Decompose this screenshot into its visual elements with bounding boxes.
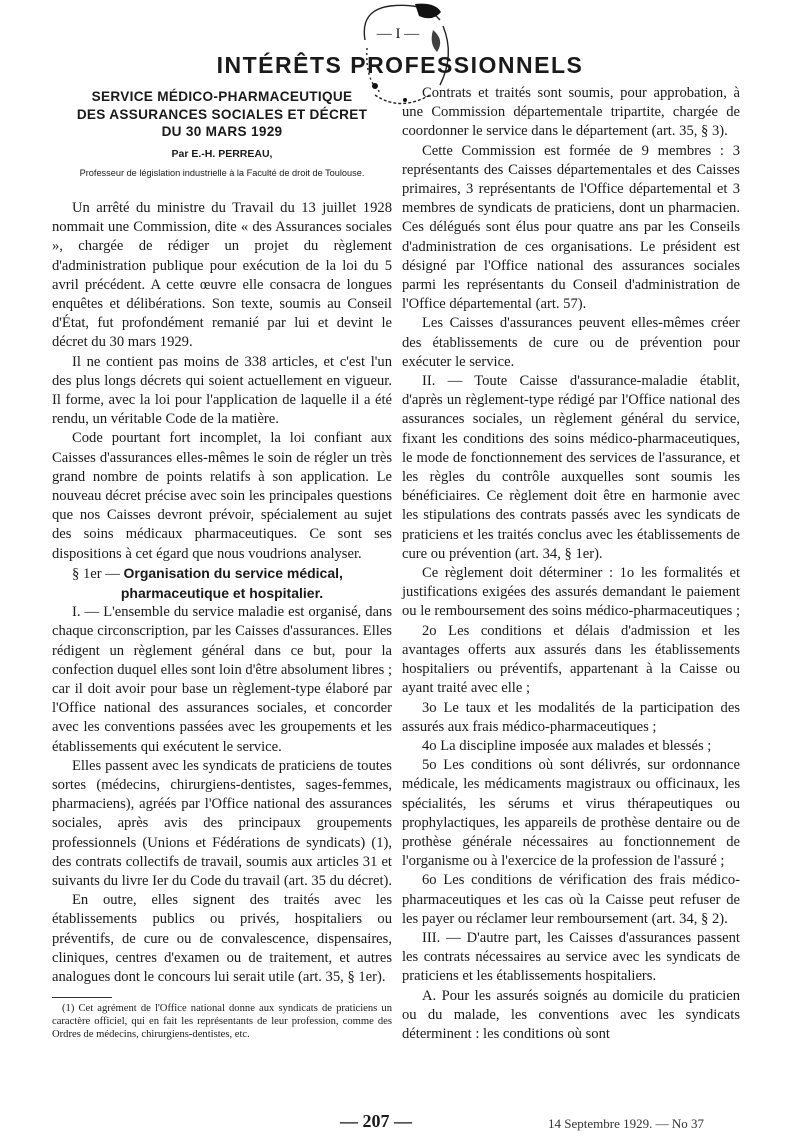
paragraph: Cette Commission est formée de 9 membres : 3 représentants des Caisses départementales et des Caisses primaires, 3 représentants de l'Office départemental et 3 membres de syndicats de praticiens, dont un pharmacien. Ces délégués sont élus pour quatre ans par les Conseils d'administration de ces organisations. Le président est désigné par l'Office national des assurances sociales parmi les représentants du Conseil d'administration de l'Office départemental (art. 57).	[402, 142, 740, 313]
paragraph: Contrats et traités sont soumis, pour approbation, à une Commission départementale tripartite, chargée de coordonner le service dans le département (art. 35, § 3).	[402, 85, 740, 140]
article-author: Par E.-H. PERREAU,	[171, 147, 273, 160]
paragraph: I. — L'ensemble du service maladie est organisé, dans chaque circonscription, par les Caisses d'assurances. Elles rédigent un règlement général dans ce but, pour la confection duquel elles sont loin d'être absolument libres ; car il doit avoir pour base un règlement-type élaboré par l'Office national des assurances sociales, et concorder avec les conventions passées avec les groupements et les établissements qui exécutent le service.	[52, 604, 392, 755]
section-number: § 1er —	[72, 565, 120, 582]
paragraph: Un arrêté du ministre du Travail du 13 juillet 1928 nommait une Commission, dite « des Assurances sociales », chargée de rédiger un projet du règlement d'administration publique pour exécution de la loi du 5 avril précédent. A cette œuvre elle consacra de longues enquêtes et délibérations. Son texte, soumis au Conseil d'État, fut profondément remanié par lui et devint le décret du 30 mars 1929.	[52, 199, 392, 351]
paragraph: Ce règlement doit déterminer : 1o les formalités et justifications exigées des assurés demandant le paiement ou le remboursement des soins médico-pharmaceutiques ;	[402, 565, 740, 620]
section-title-line-1: Organisation du service médical,	[123, 564, 343, 581]
list-item: 2o Les conditions et délais d'admission et les avantages offerts aux assurés dans les établissements hospitaliers ou préventifs, appartenant à la Caisse ou ayant traité avec elle ;	[402, 622, 740, 697]
article-heading-line-3: DU 30 MARS 1929	[161, 124, 283, 139]
issue-date: 14 Septembre 1929. — No 37	[548, 1116, 704, 1131]
list-item: 4o La discipline imposée aux malades et blessés ;	[422, 737, 712, 754]
paragraph: Code pourtant fort incomplet, la loi confiant aux Caisses d'assurances elles-mêmes le soin de régler un très grand nombre de points relatifs à son application. Le nouveau décret précise avec soin les principales questions que nos Caisses devront prévoir, spécialement au sujet des soins médicaux pharmaceutiques. Ce sont ses dispositions à cet égard que nous voudrions analyser.	[52, 430, 392, 562]
article-heading-line-1: SERVICE MÉDICO-PHARMACEUTIQUE	[91, 89, 353, 104]
footnote-rule	[52, 997, 112, 998]
paragraph: En outre, elles signent des traités avec les établissements publics ou privés, hospitaliers ou préventifs, de cure ou de convalescence, dispensaires, cliniques, centres d'examen ou de traitement, et autres analogues dont le concours lui serait utile (art. 35, § 1er).	[52, 892, 392, 986]
article-heading-line-2: DES ASSURANCES SOCIALES ET DÉCRET	[76, 106, 368, 122]
list-item: 6o Les conditions de vérification des frais médico-pharmaceutiques et les cas où la Caisse peut refuser de les payer ou réclamer leur remboursement (art. 34, § 2).	[402, 872, 740, 927]
page-title: INTÉRÊTS PROFESSIONNELS	[216, 52, 584, 78]
list-item: 3o Le taux et les modalités de la participation des assurés aux frais médico-pharmaceutiques ;	[402, 699, 740, 735]
section-numeral: — I —	[376, 26, 420, 42]
author-affiliation: Professeur de législation industrielle à la Faculté de droit de Toulouse.	[79, 167, 365, 178]
paragraph: II. — Toute Caisse d'assurance-maladie établit, d'après un règlement-type rédigé par l'Office national des assurances sociales, un règlement général du service, fixant les conditions des soins médico-pharmaceutiques, le mode de fonctionnement des services de l'assurance, et les règles du contrôle auxquelles sont soumis les bénéficiaires. Ce règlement doit être en harmonie avec les stipulations des contrats passés avec les syndicats de praticiens et les traités conclus avec les établissements de cure ou prévention (art. 34, § 1er).	[402, 373, 740, 562]
left-column	[52, 88, 392, 1041]
paragraph: Il ne contient pas moins de 338 articles, et c'est l'un des plus longs décrets qui soient actuellement en vigueur. Il forme, avec la loi pour l'application de laquelle il a été rendu, un véritable Code de la matière.	[52, 353, 392, 428]
page-number: — 207 —	[340, 1111, 412, 1131]
paragraph: A. Pour les assurés soignés au domicile du praticien ou du malade, les conventions avec les syndicats déterminent : les conditions où sont	[402, 987, 740, 1042]
list-item: 5o Les conditions où sont délivrés, sur ordonnance médicale, les médicaments magistraux ou officinaux, les spécialités, les sérums et virus thérapeutiques ou prophylactiques, les appareils de prothèse dentaire ou de prothèse générale nécessaires au fonctionnement de l'organisme ou à l'exercice de la profession de l'assuré ;	[402, 757, 740, 870]
paragraph: Les Caisses d'assurances peuvent elles-mêmes créer des établissements de cure ou de prévention pour exécuter le service.	[402, 315, 740, 370]
right-column	[402, 84, 740, 1044]
section-title-line-2: pharmaceutique et hospitalier.	[120, 584, 324, 601]
paragraph: III. — D'autre part, les Caisses d'assurances passent les contrats nécessaires au service avec les syndicats de praticiens et les établissements hospitaliers.	[402, 929, 740, 985]
footnote: (1) Cet agrément de l'Office national donne aux syndicats de praticiens un caractère officiel, qui en fait les représentants de leur profession, comme des Ordres de médecins, chirurgiens-dentistes, etc.	[52, 1003, 392, 1041]
paragraph: Elles passent avec les syndicats de praticiens de toutes sortes (médecins, chirurgiens-dentistes, sages-femmes, pharmaciens), agréés par l'Office national des assurances sociales, après avis des principaux groupements professionnels (Unions et Fédérations de syndicats) (1), des contrats collectifs de travail, soumis aux articles 31 et suivants du livre Ier du Code du travail (art. 35 du décret).	[52, 757, 393, 890]
section-heading	[52, 564, 392, 584]
